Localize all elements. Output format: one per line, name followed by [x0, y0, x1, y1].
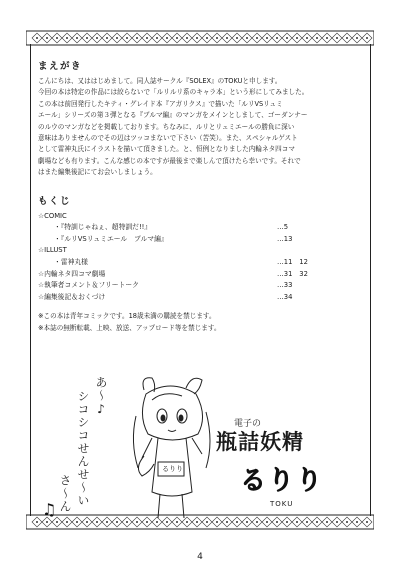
toc-entry-label: ・『ルリVSリュミエール ブルマ編』	[54, 234, 168, 243]
toc-entry	[38, 257, 362, 269]
toc-entry	[38, 245, 362, 257]
toc-heading: もくじ	[38, 195, 72, 207]
toc-entry-page: …13	[277, 234, 293, 243]
cover-illustration	[38, 370, 362, 520]
toc-entry-label: ☆ILLUST	[38, 246, 67, 255]
toc-entry-page: …33	[277, 281, 293, 290]
lace-border-top	[26, 30, 374, 46]
toc-entry	[38, 280, 362, 292]
preface-line: エール」シリーズの第３弾となる『ブルマ編』のマンガをメインとしまして、ゴーダンナー	[38, 111, 308, 120]
speech-text-1: あ〜♪	[94, 376, 108, 417]
speech-text-3: さ〜ん	[58, 474, 72, 513]
preface-line: のルウのマンガなどを掲載しております。ちなみに、ルリとリュミエールの勝負に深い	[38, 122, 295, 131]
preface-line: 劇場なども有ります。こんな感じの本ですが最後まで楽しんで頂けたら幸いです。それで	[38, 156, 301, 165]
book-title: 瓶詰妖精	[216, 429, 304, 454]
toc-entry-label: ・雷神丸様	[54, 258, 88, 267]
toc-entry	[38, 222, 362, 234]
preface-line: 意味はありませんのでその辺はツッコまないで下さい（苦笑）。また、スペシャルゲスト	[38, 134, 298, 143]
speech-text-2: シコシコせんせ〜い	[76, 390, 90, 507]
book-title-name: るりり	[240, 466, 325, 496]
notices	[38, 311, 362, 334]
preface-line: 今回の本は特定の作品には絞らないで「ルリルリ系のキャラ本」という形にしてみました。	[38, 88, 309, 97]
title-prefix: 電子の	[234, 419, 262, 429]
toc-entry-label: ☆執筆者コメント＆フリートーク	[38, 281, 139, 290]
preface-line: この本は前回発行したキティ・グレイド本『アガリクス』で描いた「ルリVSリュミ	[38, 99, 283, 108]
border-left	[30, 44, 31, 516]
toc-entry	[38, 234, 362, 246]
name-tag: るりり	[162, 465, 183, 473]
notice-line: ※この本は青年コミックです。18歳未満の購読を禁じます。	[38, 312, 216, 321]
table-of-contents	[38, 193, 362, 304]
preface-line: はまた編集後記にてお会いしましょう。	[38, 168, 157, 177]
preface-text	[38, 76, 362, 179]
toc-entry	[38, 292, 362, 304]
toc-entry-label: ☆編集後記＆おくづけ	[38, 292, 106, 301]
toc-entry-label: ・『特訓じゃねぇ、超特訓だ!!』	[54, 223, 152, 232]
artist-signature: TOKU	[270, 500, 294, 508]
toc-entry-label: ☆内輪ネタ四コマ劇場	[38, 269, 106, 278]
border-right	[370, 44, 371, 516]
preface-line: として雷神丸氏にイラストを描いて頂きました。と、恒例となりました内輪ネタ四コマ	[38, 145, 295, 154]
preface-heading: まえがき	[38, 61, 83, 72]
toc-entry-page: …34	[277, 292, 293, 301]
music-note-icon: ♫	[42, 500, 57, 519]
notice-line: ※本誌の無断転載、上映、放送、アップロード等を禁じます。	[38, 324, 221, 332]
toc-entry-page: …31 32	[277, 269, 308, 278]
page-number: 4	[197, 552, 203, 562]
toc-entry	[38, 269, 362, 281]
toc-entry-page: …5	[277, 223, 289, 232]
toc-entry-page: …11 12	[277, 258, 308, 267]
toc-entry	[38, 211, 362, 223]
preface-line: こんにちは、又ははじめまして。同人誌サークル『SOLEX』のTOKUと申します。	[38, 77, 282, 85]
toc-entry-label: ☆COMIC	[38, 211, 67, 220]
page-content	[38, 58, 362, 335]
girl-figure-illustration	[122, 372, 222, 520]
